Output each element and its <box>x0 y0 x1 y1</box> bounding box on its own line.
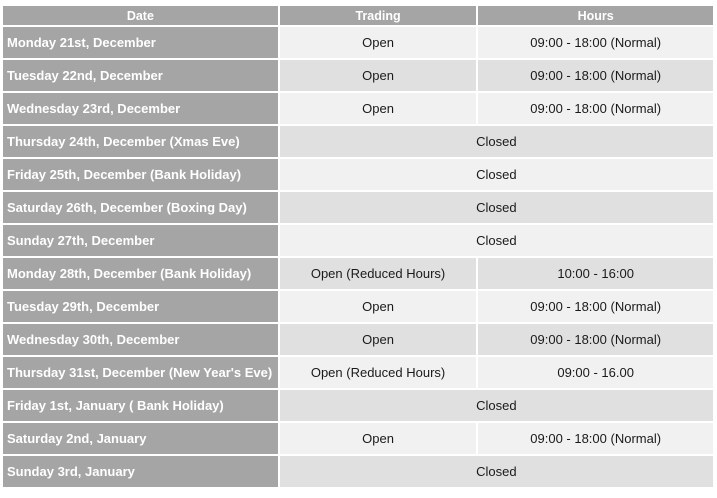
hours-cell: 09:00 - 16.00 <box>478 357 713 388</box>
table-row <box>3 159 713 190</box>
table-row <box>3 126 713 157</box>
trading-cell: Open <box>280 423 477 454</box>
date-cell: Thursday 31st, December (New Year's Eve) <box>3 357 278 388</box>
status-cell: Closed <box>280 159 713 190</box>
header-date: Date <box>3 6 278 25</box>
status-cell: Closed <box>280 225 713 256</box>
date-cell: Monday 21st, December <box>3 27 278 58</box>
table-row <box>3 27 713 58</box>
table-row <box>3 60 713 91</box>
hours-cell: 09:00 - 18:00 (Normal) <box>478 423 713 454</box>
date-cell: Sunday 27th, December <box>3 225 278 256</box>
hours-cell: 09:00 - 18:00 (Normal) <box>478 27 713 58</box>
trading-cell: Open (Reduced Hours) <box>280 357 477 388</box>
trading-cell: Open <box>280 27 477 58</box>
date-cell: Sunday 3rd, January <box>3 456 278 487</box>
holiday-hours-table <box>1 4 715 489</box>
trading-cell: Open <box>280 291 477 322</box>
date-cell: Tuesday 29th, December <box>3 291 278 322</box>
hours-cell: 09:00 - 18:00 (Normal) <box>478 291 713 322</box>
trading-cell: Open <box>280 93 477 124</box>
table-body <box>3 27 713 487</box>
status-cell: Closed <box>280 192 713 223</box>
date-cell: Wednesday 23rd, December <box>3 93 278 124</box>
date-cell: Thursday 24th, December (Xmas Eve) <box>3 126 278 157</box>
table-header-row <box>3 6 713 25</box>
hours-cell: 09:00 - 18:00 (Normal) <box>478 324 713 355</box>
table-row <box>3 93 713 124</box>
status-cell: Closed <box>280 390 713 421</box>
hours-cell: 09:00 - 18:00 (Normal) <box>478 60 713 91</box>
hours-cell: 09:00 - 18:00 (Normal) <box>478 93 713 124</box>
table-row <box>3 258 713 289</box>
date-cell: Saturday 2nd, January <box>3 423 278 454</box>
status-cell: Closed <box>280 456 713 487</box>
date-cell: Tuesday 22nd, December <box>3 60 278 91</box>
holiday-hours-table-container <box>3 6 711 489</box>
table-row <box>3 456 713 487</box>
date-cell: Monday 28th, December (Bank Holiday) <box>3 258 278 289</box>
trading-cell: Open <box>280 324 477 355</box>
date-cell: Friday 1st, January ( Bank Holiday) <box>3 390 278 421</box>
table-row <box>3 291 713 322</box>
trading-cell: Open <box>280 60 477 91</box>
table-row <box>3 192 713 223</box>
header-hours: Hours <box>478 6 713 25</box>
trading-cell: Open (Reduced Hours) <box>280 258 477 289</box>
header-trading: Trading <box>280 6 477 25</box>
table-row <box>3 324 713 355</box>
table-row <box>3 357 713 388</box>
table-row <box>3 225 713 256</box>
date-cell: Friday 25th, December (Bank Holiday) <box>3 159 278 190</box>
hours-cell: 10:00 - 16:00 <box>478 258 713 289</box>
date-cell: Saturday 26th, December (Boxing Day) <box>3 192 278 223</box>
table-row <box>3 423 713 454</box>
date-cell: Wednesday 30th, December <box>3 324 278 355</box>
table-row <box>3 390 713 421</box>
status-cell: Closed <box>280 126 713 157</box>
